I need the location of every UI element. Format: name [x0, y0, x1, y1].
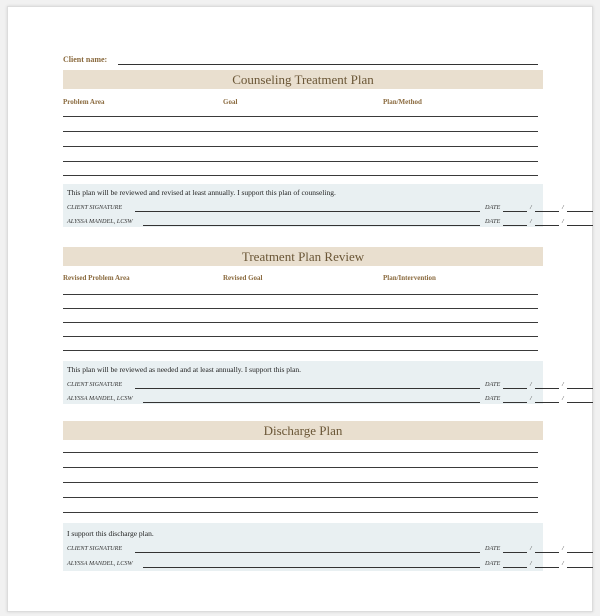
- column-header-revised-problem-area: Revised Problem Area: [63, 274, 130, 282]
- entry-line[interactable]: [63, 308, 538, 309]
- column-header-problem-area: Problem Area: [63, 98, 105, 106]
- client-signature-row: [67, 204, 122, 211]
- date-month-field[interactable]: [503, 211, 527, 212]
- column-header-plan-intervention: Plan/Intervention: [383, 274, 436, 282]
- column-header-revised-goal: Revised Goal: [223, 274, 263, 282]
- client-name-field[interactable]: [118, 64, 538, 65]
- entry-line[interactable]: [63, 350, 538, 351]
- entry-line[interactable]: [63, 146, 538, 147]
- column-header-plan-method: Plan/Method: [383, 98, 422, 106]
- client-signature-field[interactable]: [135, 388, 480, 389]
- signature-box: [63, 361, 564, 404]
- date-slash: /: [530, 395, 532, 402]
- client-signature-row: [67, 381, 122, 388]
- entry-line[interactable]: [63, 294, 538, 295]
- client-signature-field[interactable]: [135, 552, 480, 553]
- date-slash: /: [562, 545, 564, 552]
- date-day-field[interactable]: [535, 402, 559, 403]
- clinician-signature-row: [67, 395, 133, 402]
- client-signature-label: CLIENT SIGNATURE: [67, 381, 123, 388]
- entry-line[interactable]: [63, 467, 538, 468]
- column-header-goal: Goal: [223, 98, 238, 106]
- date-label: DATE: [485, 545, 501, 552]
- section-banner-counseling: Counseling Treatment Plan: [63, 70, 543, 89]
- client-name-label: Client name:: [63, 55, 108, 64]
- date-slash: /: [530, 545, 532, 552]
- clinician-signature-label: ALYSSA MANDEL, LCSW: [67, 395, 133, 402]
- form-page: [7, 6, 593, 612]
- date-month-field[interactable]: [503, 567, 527, 568]
- clinician-signature-row: [67, 218, 133, 225]
- client-signature-field[interactable]: [135, 211, 480, 212]
- clinician-signature-field[interactable]: [143, 225, 480, 226]
- signature-box: [63, 184, 564, 227]
- entry-line[interactable]: [63, 116, 538, 117]
- date-slash: /: [530, 560, 532, 567]
- date-day-field[interactable]: [535, 225, 559, 226]
- entry-line[interactable]: [63, 131, 538, 132]
- date-label: DATE: [485, 218, 501, 225]
- clinician-signature-row: [67, 560, 133, 567]
- date-year-field[interactable]: [567, 552, 593, 553]
- date-month-field[interactable]: [503, 402, 527, 403]
- date-year-field[interactable]: [567, 402, 593, 403]
- date-slash: /: [562, 395, 564, 402]
- date-year-field[interactable]: [567, 225, 593, 226]
- agreement-statement: This plan will be reviewed as needed and at least annually. I support this plan.: [67, 365, 302, 374]
- clinician-signature-label: ALYSSA MANDEL, LCSW: [67, 560, 133, 567]
- entry-line[interactable]: [63, 512, 538, 513]
- clinician-signature-field[interactable]: [143, 402, 480, 403]
- date-year-field[interactable]: [567, 567, 593, 568]
- date-slash: /: [562, 381, 564, 388]
- date-day-field[interactable]: [535, 388, 559, 389]
- date-year-field[interactable]: [567, 388, 593, 389]
- clinician-signature-field[interactable]: [143, 567, 480, 568]
- date-label: DATE: [485, 560, 501, 567]
- entry-line[interactable]: [63, 452, 538, 453]
- client-signature-label: CLIENT SIGNATURE: [67, 204, 123, 211]
- date-month-field[interactable]: [503, 552, 527, 553]
- agreement-statement: I support this discharge plan.: [67, 529, 154, 538]
- date-month-field[interactable]: [503, 225, 527, 226]
- date-slash: /: [562, 560, 564, 567]
- signature-box: [63, 523, 564, 571]
- date-day-field[interactable]: [535, 567, 559, 568]
- date-year-field[interactable]: [567, 211, 593, 212]
- section-banner-discharge: Discharge Plan: [63, 421, 543, 440]
- entry-line[interactable]: [63, 497, 538, 498]
- date-label: DATE: [485, 395, 501, 402]
- date-label: DATE: [485, 204, 501, 211]
- clinician-signature-label: ALYSSA MANDEL, LCSW: [67, 218, 133, 225]
- entry-line[interactable]: [63, 482, 538, 483]
- client-signature-label: CLIENT SIGNATURE: [67, 545, 123, 552]
- entry-line[interactable]: [63, 322, 538, 323]
- client-signature-row: [67, 545, 122, 552]
- date-label: DATE: [485, 381, 501, 388]
- section-banner-review: Treatment Plan Review: [63, 247, 543, 266]
- date-slash: /: [530, 218, 532, 225]
- date-month-field[interactable]: [503, 388, 527, 389]
- agreement-statement: This plan will be reviewed and revised at least annually. I support this plan of counseling.: [67, 188, 336, 197]
- date-day-field[interactable]: [535, 552, 559, 553]
- date-slash: /: [562, 204, 564, 211]
- date-slash: /: [530, 381, 532, 388]
- entry-line[interactable]: [63, 161, 538, 162]
- entry-line[interactable]: [63, 175, 538, 176]
- entry-line[interactable]: [63, 336, 538, 337]
- date-slash: /: [530, 204, 532, 211]
- date-day-field[interactable]: [535, 211, 559, 212]
- date-slash: /: [562, 218, 564, 225]
